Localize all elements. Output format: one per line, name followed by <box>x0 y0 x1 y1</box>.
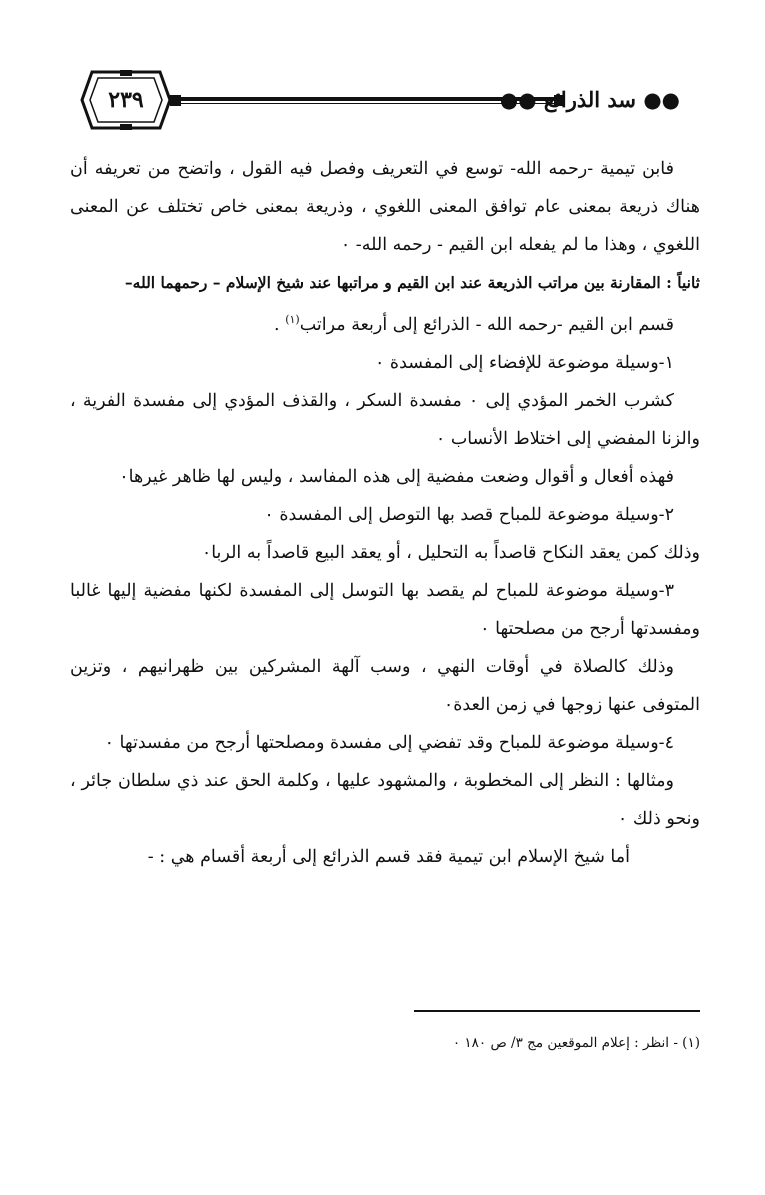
paragraph-end: . <box>274 315 286 335</box>
body-text <box>70 150 700 876</box>
page-number: ٢٣٩ <box>108 87 144 113</box>
running-title-text: سد الذرائع <box>543 87 637 112</box>
footnote: (١) - انظر : إعلام الموقعين مج ٣/ ص ١٨٠ ٠ <box>452 1035 700 1051</box>
paragraph <box>70 306 700 344</box>
running-title: ●● سد الذرائع ●● <box>499 87 680 112</box>
paragraph: فابن تيمية -رحمه الله- توسع في التعريف وفصل فيه القول ، واتضح من تعريفه أن هناك ذريعة بمعنى عام توافق المعنى اللغوي ، وذريعة بمعنى خاص تختلف عن المعنى اللغوي ، وهذا ما لم يفعله ابن القيم - رحمه الله- ٠ <box>70 159 700 255</box>
paragraph: ومثالها : النظر إلى المخطوبة ، والمشهود عليها ، وكلمة الحق عند ذي سلطان جائر ، ونحو ذلك ٠ <box>70 771 700 829</box>
list-item: ٢-وسيلة موضوعة للمباح قصد بها التوصل إلى المفسدة ٠ <box>264 505 674 525</box>
running-header <box>78 70 678 130</box>
page-number-badge <box>80 70 172 130</box>
paragraph-text: قسم ابن القيم -رحمه الله - الذرائع إلى أربعة مراتب <box>299 315 674 335</box>
list-item: ٤-وسيلة موضوعة للمباح وقد تفضي إلى مفسدة ومصلحتها أرجح من مفسدتها ٠ <box>104 733 674 753</box>
paragraph: وذلك كمن يعقد النكاح قاصداً به التحليل ، أو يعقد البيع قاصداً به الربا٠ <box>201 543 700 563</box>
section-heading: ثانياً : المقارنة بين مراتب الذريعة عند ابن القيم و مراتبها عند شيخ الإسلام – رحمهما الله– <box>124 273 700 292</box>
footnote-separator <box>414 1010 700 1012</box>
paragraph: وذلك كالصلاة في أوقات النهي ، وسب آلهة المشركين بين ظهرانيهم ، وتزين المتوفى عنها زوجها في زمن العدة٠ <box>70 657 700 715</box>
paragraph: كشرب الخمر المؤدي إلى ٠ مفسدة السكر ، والقذف المؤدي إلى مفسدة الفرية ، والزنا المفضي إلى اختلاط الأنساب ٠ <box>70 391 700 449</box>
list-item: ٣-وسيلة موضوعة للمباح لم يقصد بها التوسل إلى المفسدة لكنها مفضية إليها غالبا ومفسدتها أرجح من مصلحتها ٠ <box>70 581 700 639</box>
paragraph: فهذه أفعال و أقوال وضعت مفضية إلى هذه المفاسد ، وليس لها ظاهر غيرها٠ <box>119 467 674 487</box>
paragraph: أما شيخ الإسلام ابن تيمية فقد قسم الذرائع إلى أربعة أقسام هي : - <box>147 847 630 867</box>
footnote-ref[interactable]: (١) <box>285 313 300 327</box>
list-item: ١-وسيلة موضوعة للإفضاء إلى المفسدة ٠ <box>374 353 674 373</box>
